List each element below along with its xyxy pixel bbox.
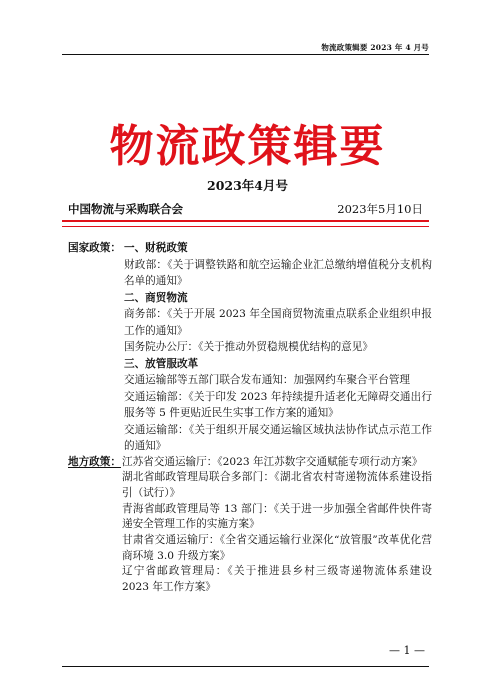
footer-rule [62, 666, 429, 667]
contents-list [68, 240, 432, 596]
publish-date: 2023年5月10日 [337, 202, 423, 216]
national-label: 国家政策： [68, 242, 121, 254]
list-item[interactable]: 交通运输部：《关于组织开展交通运输区域执法协作试点示范工作的通知》 [124, 423, 432, 452]
running-header: 物流政策辑要 2023 年 4 月号 [321, 43, 429, 52]
local-label: 地方政策： [68, 455, 121, 468]
masthead-title: 物流政策辑要 [109, 121, 386, 172]
header-rule [62, 54, 429, 55]
masthead-rule-thin [62, 226, 429, 227]
section-heading: 三、放管服改革 [124, 357, 199, 370]
list-item[interactable]: 江苏省交通运输厅：《2023 年江苏数字交通赋能专项行动方案》 [122, 455, 423, 468]
list-item[interactable]: 青海省邮政管理局等 13 部门：《关于进一步加强全省邮件快件寄递安全管理工作的实施方案》 [122, 502, 432, 531]
list-item[interactable]: 财政部：《关于调整铁路和航空运输企业汇总缴纳增值税分支机构名单的通知》 [124, 258, 432, 287]
list-item[interactable]: 辽宁省邮政管理局：《关于推进县乡村三级寄递物流体系建设 2023 年工作方案》 [122, 565, 432, 594]
issue-label: 2023年4月号 [207, 178, 288, 193]
section-heading: 一、财税政策 [124, 242, 188, 254]
list-item[interactable]: 湖北省邮政管理局联合多部门：《湖北省农村寄递物流体系建设指引（试行）》 [122, 471, 432, 499]
national-section-1 [68, 240, 432, 257]
list-item[interactable]: 国务院办公厅：《关于推动外贸稳规模优结构的意见》 [124, 341, 373, 353]
list-item[interactable]: 交通运输部等五部门联合发布通知：加强网约车聚合平台管理 [124, 374, 411, 386]
organization-name: 中国物流与采购联合会 [68, 202, 183, 216]
masthead-rule-thick [62, 220, 429, 222]
page-number: — 1 — [389, 644, 425, 657]
list-item[interactable]: 甘肃省交通运输厅：《全省交通运输行业深化“放管服”改革优化营商环境 3.0 升级方案》 [122, 534, 432, 562]
list-item[interactable]: 商务部：《关于开展 2023 年全国商贸物流重点联系企业组织申报工作的通知》 [124, 308, 432, 337]
section-heading: 二、商贸物流 [124, 291, 188, 304]
local-first-row [68, 455, 432, 471]
list-item[interactable]: 交通运输部：《关于印发 2023 年持续提升适老化无障碍交通出行服务等 5 件更贴近民生实事工作方案的通知》 [124, 390, 432, 419]
